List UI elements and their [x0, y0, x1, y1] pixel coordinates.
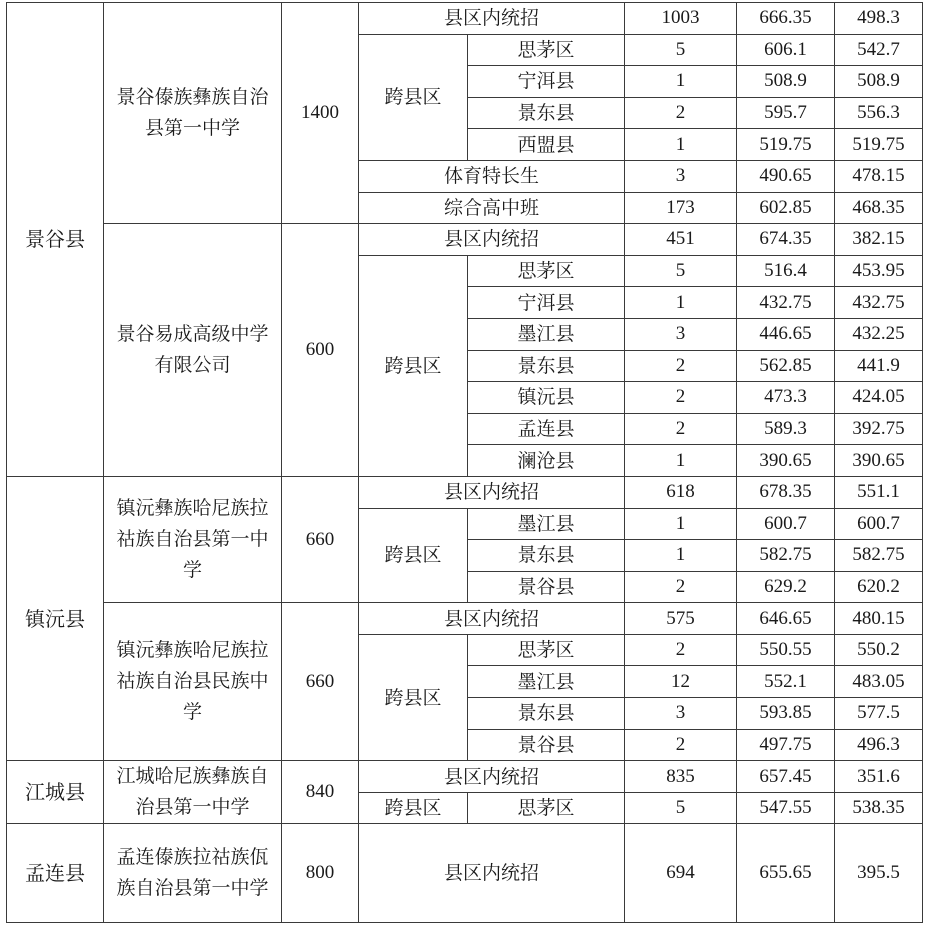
- min-score: 424.05: [835, 382, 923, 414]
- table-row: [7, 761, 923, 793]
- county-cell: 江城县: [7, 761, 104, 824]
- admitted-count: 2: [625, 571, 737, 603]
- source-area: 景东县: [468, 698, 625, 730]
- source-area: 思茅区: [468, 634, 625, 666]
- source-area: 景谷县: [468, 571, 625, 603]
- enrollment-plan: 660: [282, 603, 359, 761]
- min-score: 498.3: [835, 3, 923, 35]
- min-score: 351.6: [835, 761, 923, 793]
- min-score: 508.9: [835, 66, 923, 98]
- special-category-label: 综合高中班: [359, 192, 625, 224]
- max-score: 666.35: [737, 3, 835, 35]
- max-score: 657.45: [737, 761, 835, 793]
- source-area: 宁洱县: [468, 287, 625, 319]
- school-name: 景谷傣族彝族自治县第一中学: [104, 3, 282, 224]
- min-score: 432.25: [835, 318, 923, 350]
- min-score: 478.15: [835, 160, 923, 192]
- admitted-count: 3: [625, 318, 737, 350]
- special-category-label: 体育特长生: [359, 160, 625, 192]
- min-score: 550.2: [835, 634, 923, 666]
- max-score: 646.65: [737, 603, 835, 635]
- local-admission-label: 县区内统招: [359, 3, 625, 35]
- cross-district-label: 跨县区: [359, 34, 468, 160]
- enrollment-plan: 840: [282, 761, 359, 824]
- max-score: 602.85: [737, 192, 835, 224]
- source-area: 宁洱县: [468, 66, 625, 98]
- max-score: 582.75: [737, 540, 835, 572]
- table-row: [7, 224, 923, 256]
- max-score: 519.75: [737, 129, 835, 161]
- enrollment-plan: 660: [282, 476, 359, 602]
- cross-district-label: 跨县区: [359, 255, 468, 476]
- admitted-count: 5: [625, 792, 737, 824]
- source-area: 西盟县: [468, 129, 625, 161]
- admission-score-table: [6, 2, 923, 923]
- enrollment-plan: 1400: [282, 3, 359, 224]
- max-score: 589.3: [737, 413, 835, 445]
- min-score: 620.2: [835, 571, 923, 603]
- cross-district-label: 跨县区: [359, 634, 468, 760]
- min-score: 483.05: [835, 666, 923, 698]
- enrollment-plan: 800: [282, 824, 359, 923]
- max-score: 593.85: [737, 698, 835, 730]
- min-score: 480.15: [835, 603, 923, 635]
- enrollment-plan: 600: [282, 224, 359, 477]
- max-score: 547.55: [737, 792, 835, 824]
- table-row: [7, 824, 923, 923]
- min-score: 551.1: [835, 476, 923, 508]
- min-score: 542.7: [835, 34, 923, 66]
- admitted-count: 2: [625, 382, 737, 414]
- source-area: 墨江县: [468, 666, 625, 698]
- min-score: 468.35: [835, 192, 923, 224]
- county-cell: 孟连县: [7, 824, 104, 923]
- admitted-count: 173: [625, 192, 737, 224]
- school-name: 孟连傣族拉祜族佤族自治县第一中学: [104, 824, 282, 923]
- source-area: 墨江县: [468, 318, 625, 350]
- max-score: 562.85: [737, 350, 835, 382]
- admitted-count: 2: [625, 97, 737, 129]
- admitted-count: 1: [625, 540, 737, 572]
- source-area: 景东县: [468, 350, 625, 382]
- admitted-count: 12: [625, 666, 737, 698]
- source-area: 澜沧县: [468, 445, 625, 477]
- admitted-count: 5: [625, 255, 737, 287]
- max-score: 516.4: [737, 255, 835, 287]
- source-area: 景东县: [468, 540, 625, 572]
- max-score: 446.65: [737, 318, 835, 350]
- admitted-count: 835: [625, 761, 737, 793]
- admitted-count: 2: [625, 729, 737, 761]
- max-score: 678.35: [737, 476, 835, 508]
- county-cell: 镇沅县: [7, 476, 104, 760]
- max-score: 600.7: [737, 508, 835, 540]
- min-score: 432.75: [835, 287, 923, 319]
- max-score: 497.75: [737, 729, 835, 761]
- max-score: 550.55: [737, 634, 835, 666]
- min-score: 392.75: [835, 413, 923, 445]
- admitted-count: 1003: [625, 3, 737, 35]
- admitted-count: 1: [625, 445, 737, 477]
- admitted-count: 2: [625, 350, 737, 382]
- admitted-count: 5: [625, 34, 737, 66]
- min-score: 519.75: [835, 129, 923, 161]
- table-row: [7, 476, 923, 508]
- cross-district-label: 跨县区: [359, 792, 468, 824]
- county-cell: 景谷县: [7, 3, 104, 477]
- admitted-count: 2: [625, 413, 737, 445]
- school-name: 镇沅彝族哈尼族拉祜族自治县民族中学: [104, 603, 282, 761]
- source-area: 思茅区: [468, 792, 625, 824]
- source-area: 思茅区: [468, 255, 625, 287]
- max-score: 606.1: [737, 34, 835, 66]
- max-score: 490.65: [737, 160, 835, 192]
- local-admission-label: 县区内统招: [359, 824, 625, 923]
- min-score: 496.3: [835, 729, 923, 761]
- local-admission-label: 县区内统招: [359, 603, 625, 635]
- max-score: 508.9: [737, 66, 835, 98]
- school-name: 镇沅彝族哈尼族拉祜族自治县第一中学: [104, 476, 282, 602]
- max-score: 552.1: [737, 666, 835, 698]
- min-score: 538.35: [835, 792, 923, 824]
- min-score: 395.5: [835, 824, 923, 923]
- school-name: 江城哈尼族彝族自治县第一中学: [104, 761, 282, 824]
- min-score: 600.7: [835, 508, 923, 540]
- admitted-count: 1: [625, 287, 737, 319]
- max-score: 390.65: [737, 445, 835, 477]
- max-score: 674.35: [737, 224, 835, 256]
- table-row: [7, 603, 923, 635]
- source-area: 思茅区: [468, 34, 625, 66]
- cross-district-label: 跨县区: [359, 508, 468, 603]
- admitted-count: 3: [625, 698, 737, 730]
- max-score: 473.3: [737, 382, 835, 414]
- admitted-count: 1: [625, 129, 737, 161]
- max-score: 655.65: [737, 824, 835, 923]
- source-area: 镇沅县: [468, 382, 625, 414]
- table-row: [7, 3, 923, 35]
- min-score: 582.75: [835, 540, 923, 572]
- admitted-count: 575: [625, 603, 737, 635]
- admitted-count: 451: [625, 224, 737, 256]
- local-admission-label: 县区内统招: [359, 224, 625, 256]
- source-area: 孟连县: [468, 413, 625, 445]
- local-admission-label: 县区内统招: [359, 761, 625, 793]
- source-area: 景谷县: [468, 729, 625, 761]
- max-score: 432.75: [737, 287, 835, 319]
- min-score: 382.15: [835, 224, 923, 256]
- min-score: 441.9: [835, 350, 923, 382]
- source-area: 墨江县: [468, 508, 625, 540]
- school-name: 景谷易成高级中学有限公司: [104, 224, 282, 477]
- min-score: 390.65: [835, 445, 923, 477]
- admitted-count: 1: [625, 66, 737, 98]
- min-score: 453.95: [835, 255, 923, 287]
- admitted-count: 694: [625, 824, 737, 923]
- min-score: 577.5: [835, 698, 923, 730]
- local-admission-label: 县区内统招: [359, 476, 625, 508]
- admitted-count: 3: [625, 160, 737, 192]
- min-score: 556.3: [835, 97, 923, 129]
- max-score: 629.2: [737, 571, 835, 603]
- source-area: 景东县: [468, 97, 625, 129]
- admitted-count: 618: [625, 476, 737, 508]
- admitted-count: 1: [625, 508, 737, 540]
- max-score: 595.7: [737, 97, 835, 129]
- admitted-count: 2: [625, 634, 737, 666]
